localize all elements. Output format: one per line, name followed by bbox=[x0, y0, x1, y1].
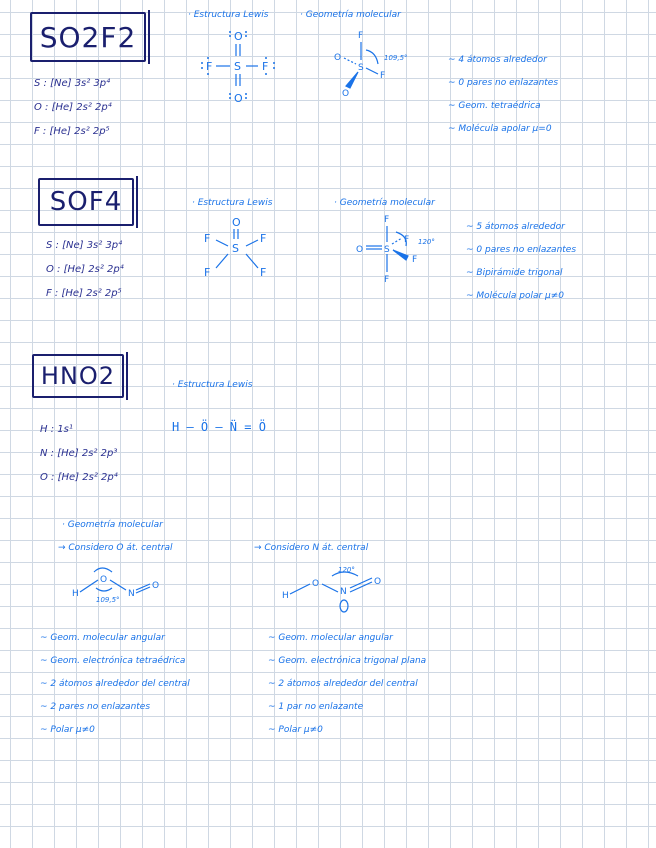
svg-text:S: S bbox=[232, 242, 239, 255]
svg-text:S: S bbox=[234, 60, 241, 73]
note-line: ~ Polar μ≠0 bbox=[268, 725, 323, 735]
note-line: ~ Geom. molecular angular bbox=[40, 633, 165, 643]
lewis-structure-sof4 bbox=[198, 214, 288, 284]
svg-text:F: F bbox=[206, 60, 213, 73]
config-line: S : [Ne] 3s² 3p⁴ bbox=[46, 240, 123, 251]
formula-box-sof4 bbox=[38, 178, 134, 226]
svg-text:O: O bbox=[334, 53, 342, 63]
lewis-heading: · Estructura Lewis bbox=[172, 380, 253, 390]
svg-text:S: S bbox=[358, 63, 364, 73]
note-line: ~ 0 pares no enlazantes bbox=[466, 245, 577, 255]
svg-text:O: O bbox=[356, 245, 364, 255]
angle-label: 120° bbox=[338, 566, 355, 574]
scenario-heading-o-central: → Considero O át. central bbox=[58, 543, 173, 553]
note-line: ~ Geom. tetraédrica bbox=[448, 101, 541, 111]
svg-text:F: F bbox=[380, 71, 386, 81]
geometry-heading: · Geometría molecular bbox=[62, 520, 163, 530]
note-line: ~ 5 átomos alrededor bbox=[466, 222, 565, 232]
svg-text:F: F bbox=[358, 31, 364, 41]
config-line: O : [He] 2s² 2p⁴ bbox=[40, 472, 118, 483]
note-line: ~ 2 átomos alrededor del central bbox=[40, 679, 190, 689]
angle-label: 120° bbox=[418, 238, 435, 246]
geometry-diagram-so2f2 bbox=[330, 30, 420, 100]
lewis-structure-hno2: H — Ö — N̈ = Ö bbox=[172, 420, 266, 434]
config-line: H : 1s¹ bbox=[40, 424, 73, 435]
svg-text:O: O bbox=[312, 579, 320, 589]
lewis-structure-so2f2 bbox=[196, 28, 286, 108]
note-line: ~ Bipirámide trigonal bbox=[466, 268, 563, 278]
svg-text:O: O bbox=[234, 92, 243, 105]
lewis-heading: · Estructura Lewis bbox=[188, 10, 269, 20]
config-line: N : [He] 2s² 2p³ bbox=[40, 448, 118, 459]
geometry-heading: · Geometría molecular bbox=[300, 10, 401, 20]
lewis-heading: · Estructura Lewis bbox=[192, 198, 273, 208]
note-line: ~ Molécula apolar μ=0 bbox=[448, 124, 552, 134]
angle-label: 109,5° bbox=[384, 54, 408, 62]
note-line: ~ 2 átomos alrededor del central bbox=[268, 679, 418, 689]
svg-text:O: O bbox=[374, 577, 382, 587]
note-line: ~ 2 pares no enlazantes bbox=[40, 702, 151, 712]
svg-text:F: F bbox=[260, 232, 267, 245]
svg-text:F: F bbox=[260, 266, 267, 279]
geometry-heading: · Geometría molecular bbox=[334, 198, 435, 208]
geometry-diagram-hno2-n-central bbox=[282, 566, 392, 614]
note-line: ~ Molécula polar μ≠0 bbox=[466, 291, 565, 301]
svg-text:O: O bbox=[100, 575, 108, 585]
svg-text:F: F bbox=[204, 266, 211, 279]
config-line: S : [Ne] 3s² 3p⁴ bbox=[34, 78, 111, 89]
svg-text:S: S bbox=[384, 245, 390, 255]
formula-hno2: HNO2 bbox=[40, 362, 116, 390]
formula-box-so2f2 bbox=[30, 12, 146, 62]
svg-text:N: N bbox=[340, 587, 347, 597]
config-line: F : [He] 2s² 2p⁵ bbox=[46, 288, 122, 299]
note-line: ~ Polar μ≠0 bbox=[40, 725, 95, 735]
config-line: O : [He] 2s² 2p⁴ bbox=[46, 264, 124, 275]
formula-so2f2: SO2F2 bbox=[39, 20, 137, 54]
svg-text:O: O bbox=[232, 216, 241, 229]
geometry-diagram-sof4 bbox=[356, 212, 436, 284]
config-line: O : [He] 2s² 2p⁴ bbox=[34, 102, 112, 113]
svg-text:H: H bbox=[282, 591, 289, 601]
note-line: ~ Geom. electrónica tetraédrica bbox=[40, 656, 186, 666]
svg-text:H: H bbox=[72, 589, 79, 599]
formula-sof4: SOF4 bbox=[49, 187, 123, 217]
note-line: ~ 4 átomos alrededor bbox=[448, 55, 547, 65]
svg-text:F: F bbox=[384, 215, 390, 225]
svg-text:F: F bbox=[262, 60, 269, 73]
svg-text:O: O bbox=[234, 30, 243, 43]
note-line: ~ Geom. molecular angular bbox=[268, 633, 393, 643]
angle-label: 109,5° bbox=[96, 596, 120, 604]
note-line: ~ Geom. electrónica trigonal plana bbox=[268, 656, 427, 666]
svg-text:F: F bbox=[204, 232, 211, 245]
formula-box-hno2 bbox=[32, 354, 124, 398]
svg-text:F: F bbox=[412, 255, 418, 265]
svg-text:F: F bbox=[384, 275, 390, 285]
note-line: ~ 0 pares no enlazantes bbox=[448, 78, 559, 88]
svg-text:O: O bbox=[342, 89, 350, 99]
svg-text:N: N bbox=[128, 589, 135, 599]
note-line: ~ 1 par no enlazante bbox=[268, 702, 364, 712]
svg-text:F: F bbox=[404, 235, 410, 245]
svg-text:O: O bbox=[152, 581, 160, 591]
config-line: F : [He] 2s² 2p⁵ bbox=[34, 126, 110, 137]
scenario-heading-n-central: → Considero N át. central bbox=[254, 543, 369, 553]
